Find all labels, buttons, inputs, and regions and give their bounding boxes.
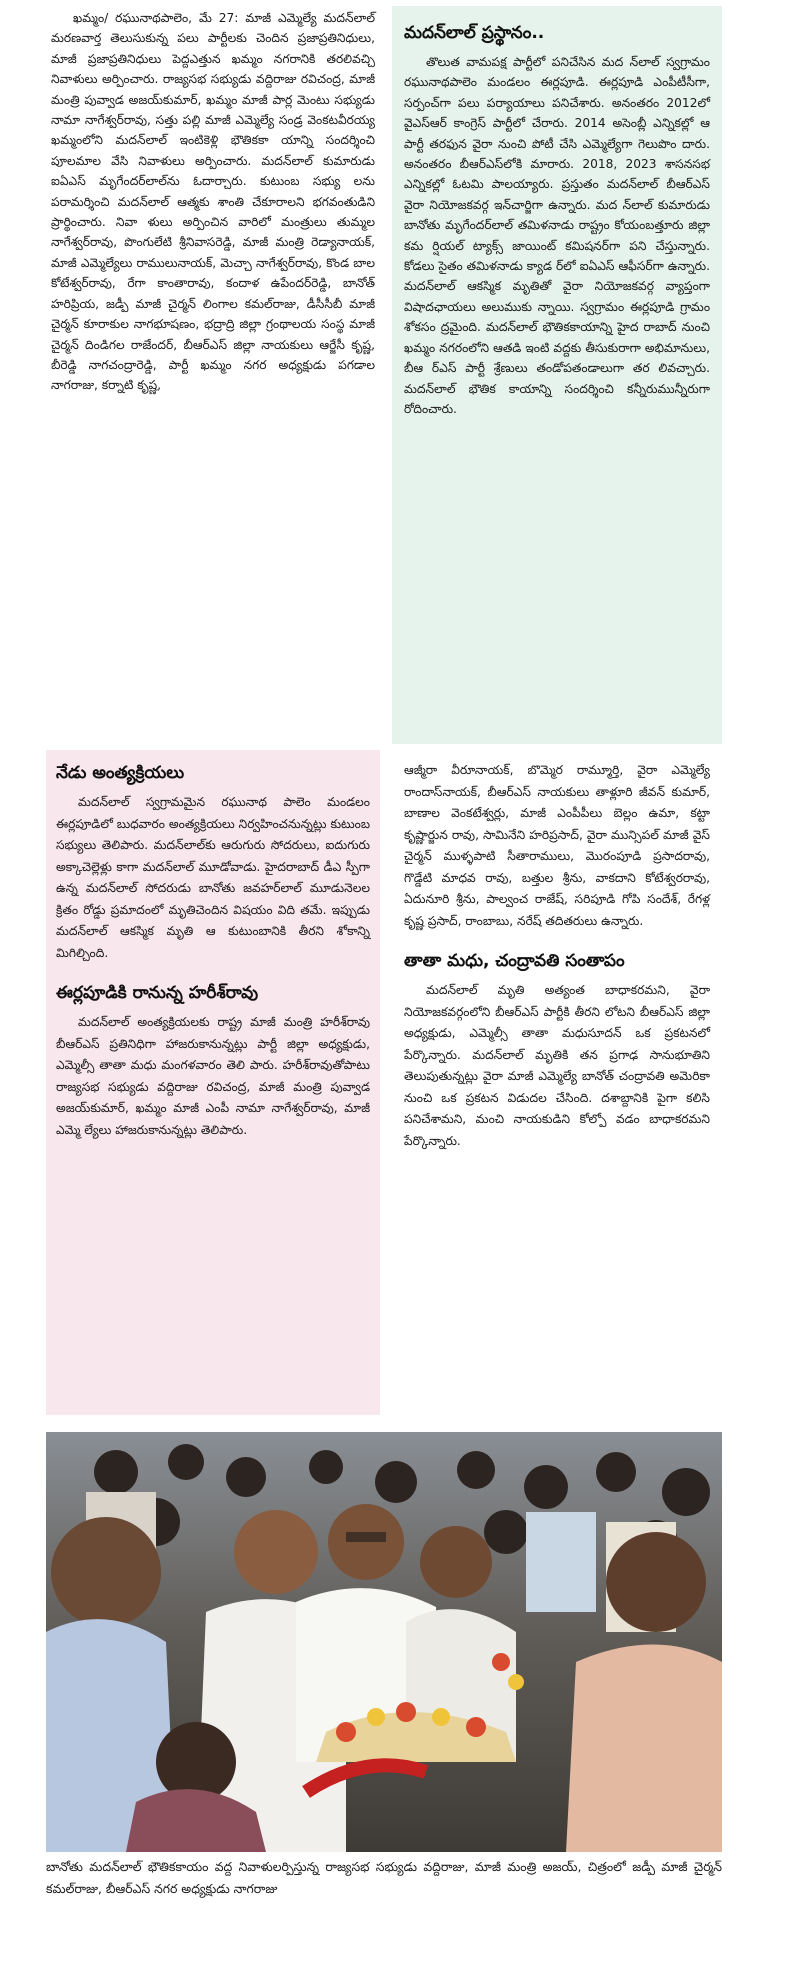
prasthanam-heading: మదన్‌లాల్ ప్రస్థానం.. <box>404 23 545 43</box>
continuation-paragraph: ఆజ్మీరా వీరూనాయక్, బొమ్మెర రామ్మూర్తి, వైరా ఎమ్మెల్యే రాందాస్‌నాయక్, బీఆర్‌ఎస్ నాయకులు తాళ్లూరి జీవన్ కుమార్, బాణాల వెంకటేశ్వర్లు, మాజీ ఎంపీపీలు బెల్లం ఉమా, కట్టా కృష్ణార్జున రావు, సామినేని హరిప్రసాద్, వైరా మున్సిపల్ మాజీ వైస్ చైర్మన్ ముళ్ళపాటి సీతారాములు, మొరంపూడి ప్రసాదరావు, గొడ్డేటి మాధవ రావు, బత్తుల శ్రీను, వాకదాని కోటేశ్వరరావు, ఏదునూరి శ్రీను, పాల్వంచ రాజేష్, సరిపూడి గోపి సందేశ్, రేగళ్ల కృష్ణ ప్రసాద్, రాంబాబు, నరేష్ తదితరులు ఉన్నారు. <box>404 763 710 928</box>
antyakriyalu-heading: నేడు అంత్యక్రియలు <box>56 763 185 783</box>
antyakriyalu-body: మదన్‌లాల్ స్వగ్రామమైన రఘునాథ పాలెం మండలం ఈర్లపూడిలో బుధవారం అంత్యక్రియలు నిర్వహించనున్నట్లు కుటుంబ సభ్యులు తెలిపారు. మదన్‌లాల్‌కు ఆరుగురు సోదరులు, ఐదుగురు అక్కాచెల్లెళ్లు కాగా మదన్‌లాల్ మూడోవాడు. హైదరాబాద్ డీఎ స్పీగా ఉన్న మదన్‌లాల్ సోదరుడు బానోతు జవహర్‌లాల్ మూడునెలల క్రితం రోడ్డు ప్రమాదంలో మృతిచెందిన విషయం విది తమే. ఇప్పుడు మదన్‌లాల్ ఆకస్మిక మృతి ఆ కుటుంబానికి తీరని శోకాన్ని మిగిల్చింది. <box>56 795 370 960</box>
intro-paragraph: ఖమ్మం/ రఘునాథపాలెం, మే 27: మాజీ ఎమ్మెల్యే మదన్‌లాల్ మరణవార్త తెలుసుకున్న పలు పార్టీలకు చెందిన ప్రజాప్రతినిధులు, మాజీ ప్రజాప్రతినిధులు పెద్దఎత్తున ఖమ్మం నగరానికి తరలివచ్చి నివాళులు అర్పించారు. రాజ్యసభ సభ్యుడు వద్దిరాజు రవిచంద్ర, మాజీ మంత్రి పువ్వాడ అజయ్‌కుమార్, ఖమ్మం మాజీ పార్ల మెంటు సభ్యుడు నామా నాగేశ్వర్‌రావు, సత్తు పల్లి మాజీ ఎమ్మెల్యే సండ్ర వెంకటవీరయ్య ఖమ్మంలోని మదన్‌లాల్ ఇంటికెళ్లి భౌతికకా యాన్ని సందర్శించి పూలమాల వేసి నివాళులు అర్పించారు. మదన్‌లాల్ కుమారుడు ఐఏఎస్ మృగేందర్‌లాల్‌ను ఓదార్చారు. కుటుంబ సభ్యు లను పరామర్శించి మదన్‌లాల్ ఆత్మకు శాంతి చేకూరాలని భగవంతుడిని ప్రార్థించారు. నివా ళులు అర్పించిన వారిలో మంత్రులు తుమ్మల నాగేశ్వర్‌రావు, పొంగులేటి శ్రీనివాసరెడ్డి, మాజీ మంత్రి రెడ్యానాయక్, మాజీ ఎమ్మెల్యేలు రాములునాయక్, మెచ్చా నాగేశ్వర్‌రావు, కొండ బాల కోటేశ్వర్‌రావు, రేగా కాంతారావు, కందాళ ఉపేందర్‌రెడ్డి, బానోత్ హరిప్రియ, జడ్పీ మాజీ చైర్మన్ లింగాల కమల్‌రాజు, డీసీసీబీ మాజీ చైర్మన్ కూరాకుల నాగభూషణం, భద్రాద్రి జిల్లా గ్రంథాలయ సంస్థ మాజీ చైర్మన్ దిండిగల రాజేందర్, బీఆర్‌ఎస్ జిల్లా నాయకులు ఆర్జేసీ కృష్ణ, బీరెడ్డి నాగచంద్రారెడ్డి, పార్టీ ఖమ్మం నగర అధ్యక్షుడు పగడాల నాగరాజు, కర్నాటి కృష్ణ, <box>51 11 375 393</box>
antyakriyalu-box <box>46 750 380 1415</box>
harishrao-body: మదన్‌లాల్ అంత్యక్రియలకు రాష్ట్ర మాజీ మంత్రి హరీశ్‌రావు బీఆర్‌ఎస్ ప్రతినిధిగా హాజరుకానున్నట్లు పార్టీ జిల్లా అధ్యక్షుడు, ఎమ్మెల్సీ తాతా మధు మంగళవారం తెలి పారు. హరీశ్‌రావుతోపాటు రాజ్యసభ సభ్యుడు వద్దిరాజు రవిచంద్ర, మాజీ మంత్రి పువ్వాడ అజయ్‌కుమార్, ఖమ్మం మాజీ ఎంపీ నామా నాగేశ్వర్‌రావు, మాజీ ఎమ్మె ల్యేలు హాజరుకానున్నట్లు తెలిపారు. <box>56 1015 370 1137</box>
news-photo-graphic <box>46 1432 722 1852</box>
harishrao-heading: ఈర్లపూడికి రానున్న హరీశ్‌రావు <box>56 983 259 1003</box>
santapam-body: మదన్‌లాల్ మృతి అత్యంత బాధాకరమని, వైరా నియోజకవర్గంలోని బీఆర్‌ఎస్ పార్టీకి తీరని లోటని బీఆర్‌ఎస్ జిల్లా అధ్యక్షుడు, ఎమ్మెల్సీ తాతా మధుసూదన్ ఒక ప్రకటనలో పేర్కొన్నారు. మదన్‌లాల్ మృతికి తన ప్రగాఢ సానుభూతిని తెలుపుతున్నట్లు వైరా మాజీ ఎమ్మెల్యే బానోత్ చంద్రావతి అమెరికా నుంచి ఒక ప్రకటన విడుదల చేసింది. దశాబ్దానికి పైగా కలిసి పనిచేశామని, మంచి నాయకుడిని కోల్పో వడం బాధాకరమని పేర్కొన్నారు. <box>404 983 710 1148</box>
prasthanam-box <box>392 6 722 744</box>
photo-caption-text: బానోతు మదన్‌లాల్ భౌతికకాయం వద్ద నివాళులర్పిస్తున్న రాజ్యసభ సభ్యుడు వద్దిరాజు, మాజీ మంత్రి అజయ్, చిత్రంలో జడ్పీ మాజీ చైర్మన్ కమల్‌రాజు, బీఆర్‌ఎస్ నగర అధ్యక్షుడు నాగరాజు <box>46 1859 722 1896</box>
prasthanam-body: తొలుత వామపక్ష పార్టీలో పనిచేసిన మద న్‌లాల్ స్వగ్రామం రఘునాథపాలెం మండలం ఈర్లపూడి. ఈర్లపూడి ఎంపీటీసీగా, సర్పంచ్‌గా పలు పర్యాయాలు పనిచేశారు. అనంతరం 2012లో వైఎస్‌ఆర్ కాంగ్రెస్ పార్టీలో చేరారు. 2014 అసెంబ్లీ ఎన్నికల్లో ఆ పార్టీ తరఫున వైరా నుంచి పోటీ చేసి ఎమ్మెల్యేగా గెలుపొం దారు. అనంతరం బీఆర్‌ఎస్‌లోకి మారారు. 2018, 2023 శాసనసభ ఎన్నికల్లో ఓటమి పాలయ్యారు. ప్రస్తుతం మదన్‌లాల్ బీఆర్‌ఎస్ వైరా నియోజకవర్గ ఇన్‌చార్జిగా ఉన్నారు. మద న్‌లాల్ కుమారుడు బానోతు మృగేందర్‌లాల్ తమిళనాడు రాష్ట్రం కోయంబత్తూరు జిల్లా కమ ర్షియల్ ట్యాక్స్ జాయింట్ కమిషనర్‌గా పని చేస్తున్నారు. కోడలు సైతం తమిళనాడు క్యాడ ర్‌లో ఐఏఎస్ ఆఫీసర్‌గా ఉన్నారు. మదన్‌లాల్ ఆకస్మిక మృతితో వైరా నియోజకవర్గ వ్యాప్తంగా విషాదఛాయలు అలుముకు న్నాయి. స్వగ్రామం ఈర్లపూడి గ్రామం శోకసం ద్రమైంది. మదన్‌లాల్ భౌతికకాయాన్ని హైద రాబాద్ నుంచి ఖమ్మం నగరంలోని ఆతడి ఇంటి వద్దకు తీసుకురాగా అభిమానులు, బీఆ ర్‌ఎస్ పార్టీ శ్రేణులు తండోపతండాలుగా తర లివచ్చారు. మదన్‌లాల్ భౌతిక కాయాన్ని సందర్శించి కన్నీరుమున్నీరుగా రోదించారు. <box>404 55 710 416</box>
santapam-heading: తాతా మధు, చంద్రావతి సంతాపం <box>404 951 625 971</box>
intro-column <box>46 6 380 744</box>
news-photo <box>46 1432 722 1852</box>
photo-caption <box>46 1856 722 1900</box>
continuation-column <box>392 750 722 1415</box>
